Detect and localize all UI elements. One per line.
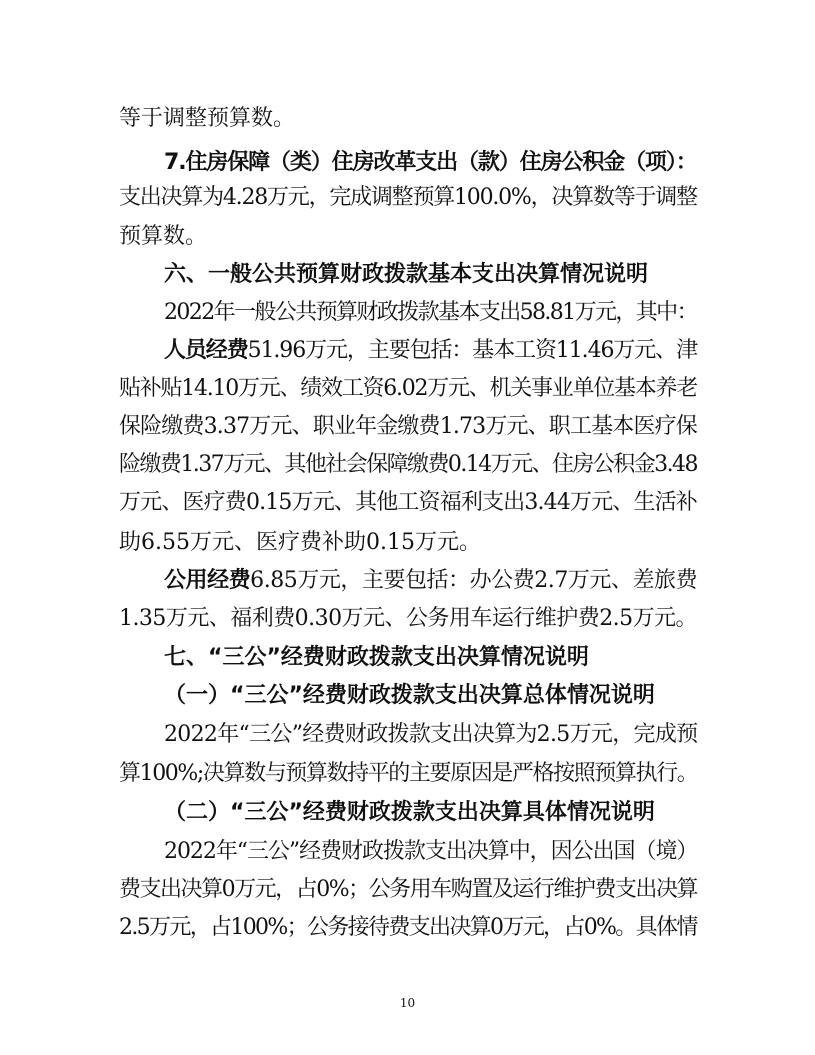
- text-line: [164, 837, 697, 867]
- text-run: 助6.55万元、医疗费补助0.15万元。: [119, 530, 481, 555]
- subsection-heading: [164, 681, 655, 711]
- bold-run: （一）“三公”经费财政拨款支出决算总体情况说明: [164, 683, 655, 708]
- text-line: [119, 604, 697, 634]
- text-line: [164, 336, 697, 366]
- text-run: 保险缴费3.37万元、职业年金缴费1.73万元、职工基本医疗保: [119, 414, 697, 439]
- text-line: [119, 488, 697, 518]
- subsection-heading: [164, 798, 655, 828]
- bold-run: 人员经费: [164, 338, 248, 363]
- text-line: [119, 528, 481, 558]
- text-run: 贴补贴14.10万元、绩效工资6.02万元、机关事业单位基本养老: [119, 376, 697, 401]
- text-run: 费支出决算0万元，占0%；公务用车购置及运行维护费支出决算: [119, 877, 697, 902]
- section-heading: [164, 148, 697, 178]
- text-run: 2022年“三公”经费财政拨款支出决算中，因公出国（境）: [164, 839, 698, 864]
- text-line: [119, 759, 697, 789]
- page-number: 10: [399, 996, 416, 1010]
- text-line: [164, 566, 697, 596]
- text-line: [164, 298, 697, 328]
- text-run: 等于调整预算数。: [119, 106, 296, 131]
- text-run: 2022年“三公”经费财政拨款支出决算为2.5万元，完成预: [164, 722, 698, 747]
- text-line: [119, 183, 697, 213]
- text-run: 险缴费1.37万元、其他社会保障缴费0.14万元、住房公积金3.48: [119, 452, 697, 477]
- bold-run: （二）“三公”经费财政拨款支出决算具体情况说明: [164, 800, 655, 825]
- text-run: 2.5万元，占100%；公务接待费支出决算0万元，占0%。具体情: [119, 915, 697, 940]
- text-line: [164, 720, 697, 750]
- text-run: 6.85万元，主要包括：办公费2.7万元、差旅费: [250, 568, 698, 593]
- text-line: [119, 374, 697, 404]
- text-line: [119, 222, 207, 252]
- text-run: 2022年一般公共预算财政拨款基本支出58.81万元，其中：: [164, 300, 697, 325]
- text-run: 万元、医疗费0.15万元、其他工资福利支出3.44万元、生活补: [119, 490, 697, 515]
- text-line: [119, 104, 295, 134]
- text-run: 预算数。: [119, 224, 208, 249]
- text-line: [119, 450, 697, 480]
- text-line: [119, 913, 697, 943]
- bold-run: 7.住房保障（类）住房改革支出（款）住房公积金（项）：: [164, 150, 697, 175]
- section-heading: [164, 643, 589, 673]
- text-run: 支出决算为4.28万元，完成调整预算100.0%，决算数等于调整: [119, 185, 697, 210]
- text-line: [119, 875, 697, 905]
- text-run: 算100%;决算数与预算数持平的主要原因是严格按照预算执行。: [119, 761, 698, 786]
- text-line: [119, 412, 697, 442]
- bold-run: 六、一般公共预算财政拨款基本支出决算情况说明: [164, 262, 649, 287]
- text-run: 1.35万元、福利费0.30万元、公务用车运行维护费2.5万元。: [119, 606, 697, 631]
- bold-run: 公用经费: [164, 568, 251, 593]
- section-heading: [164, 260, 648, 290]
- text-run: 51.96万元，主要包括：基本工资11.46万元、津: [247, 338, 697, 363]
- bold-run: 七、“三公”经费财政拨款支出决算情况说明: [164, 645, 589, 670]
